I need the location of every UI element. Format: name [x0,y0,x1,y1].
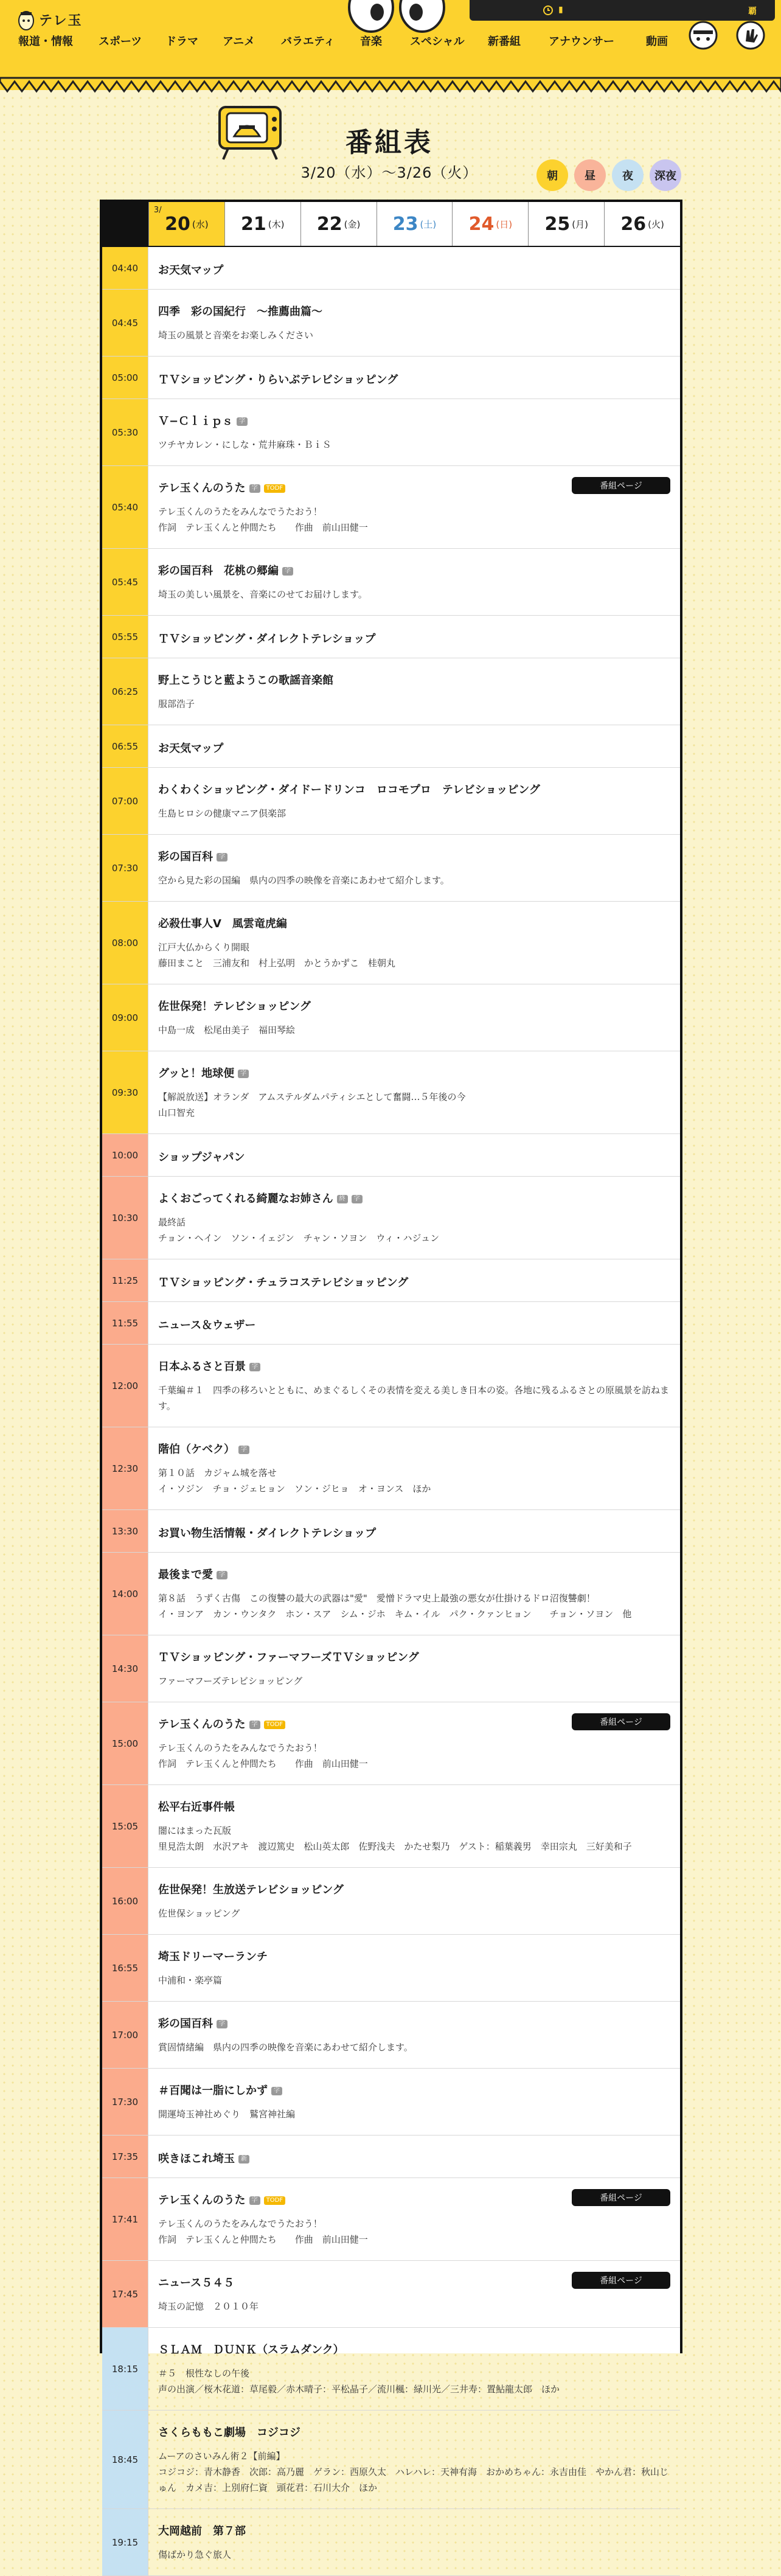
program-info [158,466,670,548]
time-of-day-button[interactable]: 深夜 [650,159,681,191]
program-info [158,1177,670,1259]
program-title-text: お天気マップ [158,264,224,277]
program-time: 12:30 [102,1427,148,1509]
program-title-text: よくおごってくれる綺麗なお姉さん [158,1192,333,1205]
program-description: テレ玉くんのうたをみんなでうたおう！ 作詞 テレ玉くんと仲間たち 作曲 前山田健一 [158,1742,368,1769]
program-row [102,1868,680,1935]
program-time: 17:45 [102,2261,148,2327]
program-description: 闇にはまった瓦版 里見浩太朗 水沢アキ 渡辺篤史 松山英太郎 佐野浅夫 かたせ梨乃 ゲスト：稲葉義男 幸田宗丸 三好美和子 [158,1825,632,1852]
program-row [102,984,680,1051]
nav-item[interactable]: 動画 [646,35,668,48]
program-title-text: 彩の国百科 花桃の郷編 [158,565,279,577]
program-row [102,2328,680,2411]
program-page-button[interactable]: 番組ページ [572,2272,670,2289]
day-tab[interactable] [452,202,528,246]
program-badge: 字 [249,2196,260,2205]
mascot-eyes-icon [347,0,446,34]
program-row [102,2069,680,2136]
program-title-text: ショップジャパン [158,1151,245,1164]
day-number: 26 [620,213,647,235]
logo-text: テレ玉 [39,13,83,29]
program-title[interactable] [158,740,223,756]
program-info [158,616,670,658]
program-title[interactable] [158,1274,408,1290]
program-time: 10:30 [102,1177,148,1259]
program-title-text: グッと！地球便 [158,1067,235,1080]
program-row [102,2411,680,2509]
program-info [158,1868,670,1934]
program-badge: TODF [264,1721,285,1729]
day-tab[interactable] [604,202,680,246]
program-title-text: わくわくショッピング・ダイドードリンコ ロコモプロ テレビショッピング [158,784,540,796]
mascot-hand-icon[interactable] [734,18,768,52]
program-title-text: 大岡越前 第７部 [158,2525,246,2538]
program-time: 05:00 [102,357,148,399]
nav-item[interactable]: アニメ [223,35,255,48]
day-number: 25 [544,213,571,235]
program-row [102,1051,680,1134]
program-title[interactable] [158,915,287,931]
program-badge: 字 [238,1446,249,1454]
program-title-text: 四季 彩の国紀行 〜推薦曲篇〜 [158,305,322,318]
program-info [158,768,670,834]
program-info [158,1259,670,1301]
program-title[interactable] [158,2150,249,2166]
program-badge: TODF [264,2196,285,2205]
program-title-text: テレ玉くんのうた [158,2194,246,2207]
program-time: 05:45 [102,549,148,615]
program-row [102,2002,680,2069]
program-row [102,1510,680,1553]
program-title[interactable] [158,630,375,646]
program-info [158,1635,670,1702]
tv-mascot-illustration [216,101,284,162]
program-info [158,2261,670,2327]
program-title[interactable] [158,2424,300,2440]
program-row [102,1345,680,1427]
program-time: 14:30 [102,1635,148,1702]
program-info [158,2509,670,2575]
program-title-text: 階伯（ケベク） [158,1443,235,1456]
program-row [102,1177,680,1259]
program-description: 中島一成 松尾由美子 福田琴絵 [158,1025,296,1036]
program-time: 04:45 [102,290,148,356]
nav-item[interactable]: スポーツ [99,35,142,48]
program-time: 15:00 [102,1702,148,1784]
program-badge: 字 [217,2020,227,2028]
program-title[interactable] [158,1441,249,1457]
program-title-text: 彩の国百科 [158,2017,213,2030]
program-title-text: ニュース＆ウェザー [158,1319,256,1332]
program-title-text: テレ玉くんのうた [158,482,246,495]
nav-item[interactable]: アナウンサー [549,35,614,48]
program-page-button[interactable]: 番組ページ [572,2189,670,2206]
nav-item[interactable]: スペシャル [410,35,465,48]
time-of-day-button[interactable]: 昼 [574,159,606,191]
program-info [158,1553,670,1635]
program-info [158,1302,670,1344]
program-title[interactable] [158,2522,246,2538]
program-row [102,616,680,658]
program-time: 17:00 [102,2002,148,2068]
program-badge: 字 [249,1363,260,1371]
site-header [0,0,781,90]
program-page-button[interactable]: 番組ページ [572,1713,670,1730]
program-row [102,1935,680,2002]
program-title-text: ＃百聞は一脂にしかず [158,2084,268,2097]
program-page-button[interactable]: 番組ページ [572,477,670,494]
day-number: 20 [165,213,190,235]
program-title[interactable] [158,2015,227,2031]
program-info [158,835,670,901]
program-time: 17:41 [102,2178,148,2260]
program-badge: 字 [271,2087,282,2095]
program-row [102,399,680,466]
program-row [102,2509,680,2576]
program-time: 16:55 [102,1935,148,2001]
program-title-text: 最後まで愛 [158,1568,213,1581]
program-title[interactable] [158,2191,285,2207]
program-title[interactable] [158,562,293,578]
program-info [158,1785,670,1867]
program-description: 開運埼玉神社めぐり 鷲宮神社編 [158,2109,296,2120]
day-of-week: (水) [192,218,209,230]
date-range: 3/20（水）〜3/26（火） [300,164,478,181]
nav-item[interactable]: 新番組 [488,35,521,48]
program-info [158,2178,670,2260]
program-badge: 終 [337,1195,348,1203]
program-row [102,357,680,399]
program-time: 07:00 [102,768,148,834]
program-title-text: 必殺仕事人Ⅴ 風雲竜虎編 [158,917,287,930]
program-row [102,2136,680,2178]
program-title-text: 日本ふるさと百景 [158,1360,246,1373]
program-row [102,1785,680,1868]
program-time: 13:30 [102,1510,148,1552]
day-tab[interactable] [528,202,604,246]
program-row [102,1702,680,1785]
program-badge: 字 [217,853,227,862]
program-title[interactable] [158,1358,260,1374]
program-description: ムーアのさいみん術２【前編】 コジコジ：青木静香 次郎：高乃麗 ゲラン：西原久太 ハレハレ：天神有海 おかめちゃん：永吉由佳 やかん君：秋山じゅん カメ吉：上別府仁資 頭花君：石川大介 ほか [158,2451,668,2493]
program-time: 17:35 [102,2136,148,2177]
program-info [158,1702,670,1784]
program-row [102,1427,680,1510]
program-info [158,1345,670,1427]
header-zigzag-edge [0,78,781,95]
program-title[interactable] [158,1190,363,1206]
program-time: 06:25 [102,658,148,725]
program-title[interactable] [158,413,248,428]
program-info [158,984,670,1051]
program-time: 14:00 [102,1553,148,1635]
program-title[interactable] [158,1716,285,1732]
program-title-text: ニュース５４５ [158,2277,235,2289]
page-title: 番組表 [345,127,433,158]
program-row [102,658,680,725]
topbar-divider: ▮ [558,5,563,15]
day-of-week: (火) [648,218,664,230]
program-time: 12:00 [102,1345,148,1427]
program-title[interactable] [158,1065,249,1081]
program-title-text: 佐世保発！テレビショッピング [158,1000,311,1013]
program-description: 埼玉の風景と音楽をお楽しみください [158,330,314,341]
program-row [102,2178,680,2261]
program-row [102,1302,680,1345]
program-badge: 字 [237,417,248,426]
program-title[interactable] [158,1948,268,1964]
program-title[interactable] [158,672,333,688]
program-badge: 字 [282,567,293,576]
program-time: 06:55 [102,725,148,767]
program-info [158,658,670,725]
time-of-day-button[interactable]: 朝 [536,159,568,191]
program-description: 最終話 チョン・ヘイン ソン・イェジン チャン・ソヨン ウィ・ハジュン [158,1217,440,1244]
program-row [102,1259,680,1302]
program-info [158,2411,670,2508]
program-description: 千葉編＃１ 四季の移ろいとともに、めまぐるしくその表情を変える美しき日本の姿。各地に残るふるさとの原風景を訪ねます。 [158,1385,670,1412]
topbar-right-label[interactable]: 覇 [748,7,757,16]
program-title[interactable] [158,1317,255,1332]
program-description: 賞固情緒編 県内の四季の映像を音楽にあわせて紹介します。 [158,2042,413,2053]
program-row [102,1635,680,1702]
program-time: 15:05 [102,1785,148,1867]
time-of-day-button[interactable]: 夜 [612,159,644,191]
program-title-text: ＴＶショッピング・りらいぶテレビショッピング [158,374,398,386]
day-number: 23 [392,213,418,235]
program-info [158,2069,670,2135]
program-time: 08:00 [102,902,148,984]
program-title[interactable] [158,479,285,495]
site-logo[interactable] [17,7,83,32]
program-description: 第８話 うずく古傷 この復讐の最大の武器は"愛" 愛憎ドラマ史上最強の悪女が仕掛けるドロ沼復讐劇！ イ・ヨンア カン・ウンタク ホン・スア シム・ジホ キム・イル パク・クァンヒョン チョン・ソヨン 他 [158,1593,632,1620]
program-title-text: お天気マップ [158,742,224,755]
day-tabs-corner [102,202,148,246]
day-tab[interactable] [377,202,453,246]
program-title[interactable] [158,998,311,1014]
program-description: 佐世保ショッピング [158,1908,240,1919]
program-row [102,290,680,357]
program-badge: 字 [217,1571,227,1579]
program-time: 09:30 [102,1051,148,1133]
program-row [102,1553,680,1635]
program-title[interactable] [158,1566,227,1582]
day-month: 3/ [153,206,162,215]
program-badge: TODF [264,484,285,493]
program-title-text: 佐世保発！生放送テレビショッピング [158,1884,344,1896]
program-title[interactable] [158,371,398,387]
program-info [158,1427,670,1509]
program-description: 生島ヒロシの健康マニア倶楽部 [158,808,286,819]
program-row [102,2261,680,2328]
program-time: 10:00 [102,1134,148,1176]
nav-item[interactable]: バラエティ [281,35,335,48]
program-info [158,357,670,399]
program-time: 05:40 [102,466,148,548]
program-description: 中浦和・楽亭篇 [158,1975,223,1986]
program-info [158,1935,670,2001]
day-of-week: (金) [344,218,361,230]
program-badge: 字 [249,484,260,493]
program-title[interactable] [158,1149,245,1164]
program-time: 04:40 [102,247,148,289]
day-of-week: (月) [572,218,588,230]
day-of-week: (日) [496,218,513,230]
day-tab[interactable] [300,202,377,246]
program-time: 09:00 [102,984,148,1051]
nav-item[interactable]: ドラマ [165,35,198,48]
program-title[interactable] [158,1881,344,1897]
program-title-text: 埼玉ドリーマーランチ [158,1951,268,1963]
program-time: 11:55 [102,1302,148,1344]
program-row [102,247,680,290]
program-badge: 字 [352,1195,363,1203]
program-title-text: ＴＶショッピング・ファーマフーズＴＶショッピング [158,1651,419,1664]
program-row [102,835,680,902]
program-row [102,768,680,835]
program-info [158,725,670,767]
program-description: 埼玉の美しい風景を、音楽にのせてお届けします。 [158,589,367,600]
program-info [158,247,670,289]
program-row [102,549,680,616]
day-of-week: (木) [268,218,285,230]
program-row [102,1134,680,1177]
program-title-text: テレ玉くんのうた [158,1718,246,1731]
program-info [158,902,670,984]
program-title[interactable] [158,848,227,864]
program-info [158,2328,670,2410]
program-info [158,2002,670,2068]
day-number: 21 [241,213,266,235]
program-title-text: ＴＶショッピング・ダイレクトテレショップ [158,633,376,646]
program-info [158,399,670,465]
program-title[interactable] [158,1798,235,1814]
program-time: 18:45 [102,2411,148,2508]
program-title-text: ＴＶショッピング・チュラコステレビショッピング [158,1276,409,1289]
program-description: 【解説放送】オランダ アムステルダムパティシエとして奮闘…５年後の今 山口智充 [158,1091,466,1118]
program-row [102,902,680,984]
program-title-text: 松平右近事件帳 [158,1801,235,1814]
program-badge: 字 [238,1070,249,1078]
program-description: ファーマフーズテレビショッピング [158,1676,303,1687]
program-title-text: 彩の国百科 [158,851,213,863]
program-row [102,466,680,549]
program-description: テレ玉くんのうたをみんなでうたおう！ 作詞 テレ玉くんと仲間たち 作曲 前山田健一 [158,2218,368,2245]
program-time: 16:00 [102,1868,148,1934]
program-description: 傷ばかり急ぐ旅人 [158,2549,232,2560]
program-title-text: 咲きほこれ埼玉 [158,2153,235,2165]
program-time: 05:30 [102,399,148,465]
program-info [158,1510,670,1552]
program-description: ＃５ 根性なしの午後 声の出演／桜木花道：草尾毅／赤木晴子：平松晶子／流川楓：緑川光／三井寿：置鮎龍太郎 ほか [158,2368,560,2395]
program-title[interactable] [158,781,540,797]
mascot-face-icon[interactable] [686,18,720,52]
top-utility-bar [470,0,775,21]
program-title-text: 野上こうじと藍ようこの歌謡音楽館 [158,674,333,687]
program-title-text: お買い物生活情報・ダイレクトテレショップ [158,1527,377,1540]
program-title[interactable] [158,2341,344,2357]
program-row [102,725,680,768]
program-title[interactable] [158,1649,419,1665]
day-tabs [102,202,680,247]
schedule-table [100,200,682,2560]
program-time: 17:30 [102,2069,148,2135]
program-info [158,549,670,615]
program-info [158,1051,670,1133]
program-time: 18:15 [102,2328,148,2410]
program-title[interactable] [158,1525,376,1540]
program-time: 19:15 [102,2509,148,2575]
program-title[interactable] [158,2082,282,2098]
program-info [158,290,670,356]
program-title-text: ＳＬＡＭ ＤＵＮＫ（スラムダンク） [158,2344,344,2356]
day-number: 22 [316,213,342,235]
day-number: 24 [468,213,495,235]
program-description: 第１０話 カジャム城を落せ イ・ソジン チョ・ジェヒョン ソン・ジヒョ オ・ヨンス ほか [158,1467,431,1494]
program-description: 埼玉の記憶 ２０１０年 [158,2301,259,2312]
program-title[interactable] [158,303,322,319]
program-time: 11:25 [102,1259,148,1301]
nav-item[interactable]: 音楽 [360,35,382,48]
program-description: 服部浩子 [158,698,195,709]
program-description: テレ玉くんのうたをみんなでうたおう！ 作詞 テレ玉くんと仲間たち 作曲 前山田健一 [158,506,368,533]
program-title-text: さくらももこ劇場 コジコジ [158,2426,300,2439]
program-badge: 字 [249,1721,260,1729]
egg-mascot-icon [17,7,35,32]
program-badge: 新 [238,2155,249,2163]
program-time: 07:30 [102,835,148,901]
program-description: ツチヤカレン・にしな・荒井麻珠・ＢｉＳ [158,439,331,450]
program-title[interactable] [158,2274,234,2290]
day-tab[interactable] [224,202,300,246]
day-of-week: (土) [420,218,437,230]
nav-item[interactable]: 報道・情報 [18,35,73,48]
program-title-text: Ｖ−Ｃｌｉｐｓ [158,415,234,428]
program-info [158,2136,670,2177]
program-title[interactable] [158,262,223,277]
program-info [158,1134,670,1176]
program-description: 空から見た彩の国編 県内の四季の映像を音楽にあわせて紹介します。 [158,875,450,886]
day-tab[interactable] [148,202,224,246]
clock-icon[interactable] [543,5,554,16]
program-time: 05:55 [102,616,148,658]
program-description: 江戸大仏からくり開眼 藤田まこと 三浦友和 村上弘明 かとうかずこ 桂朝丸 [158,942,396,969]
